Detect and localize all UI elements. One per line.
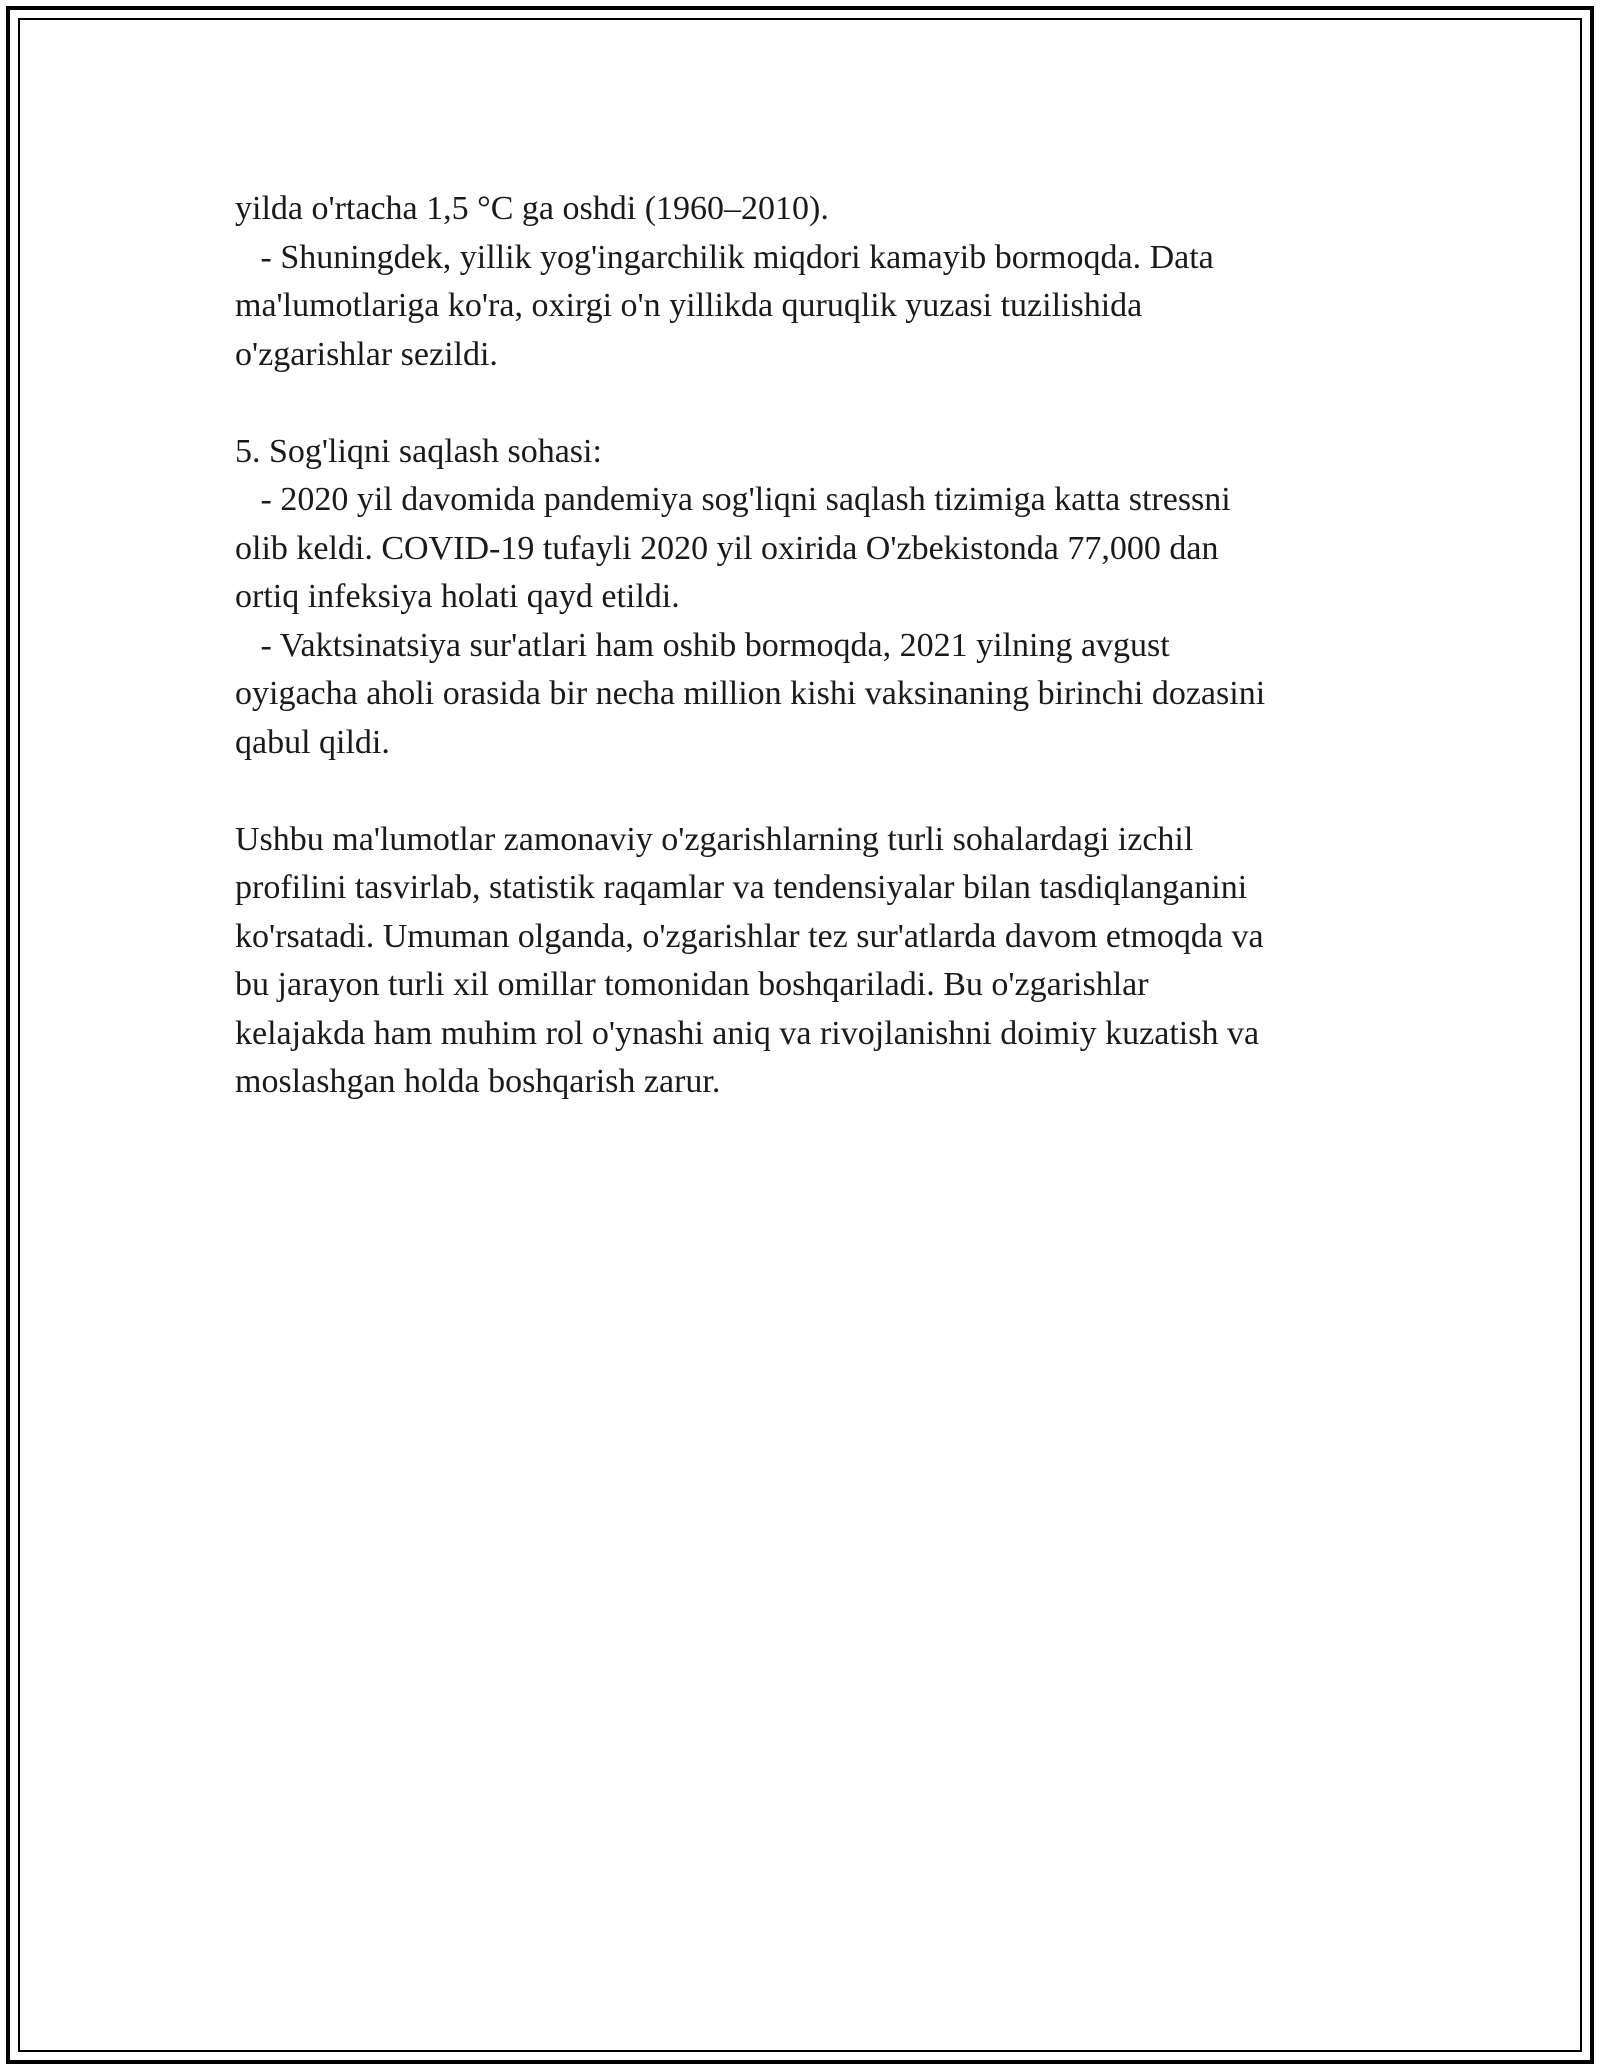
text-line: kelajakda ham muhim rol o'ynashi aniq va rivojlanishni doimiy kuzatish va [235, 1014, 1260, 1052]
paragraph-gap [235, 379, 1370, 428]
text-line: qabul qildi. [235, 723, 390, 761]
text-line: - Vaktsinatsiya sur'atlari ham oshib bormoqda, 2021 yilning avgust [235, 626, 1170, 664]
text-line: - 2020 yil davomida pandemiya sog'liqni saqlash tizimiga katta stressni [235, 481, 1231, 518]
text-line: olib keldi. COVID-19 tufayli 2020 yil oxirida O'zbekistonda 77,000 dan [235, 529, 1219, 567]
text-line: ortiq infeksiya holati qayd etildi. [235, 578, 680, 615]
text-line: bu jarayon turli xil omillar tomonidan boshqariladi. Bu o'zgarishlar [235, 966, 1149, 1003]
conclusion-paragraph [235, 816, 1370, 1107]
text-line: o'zgarishlar sezildi. [235, 335, 498, 373]
section-heading: 5. Sog'liqni saqlash sohasi: [235, 432, 602, 470]
text-line: ma'lumotlariga ko'ra, oxirgi o'n yillikda quruqlik yuzasi tuzilishida [235, 287, 1143, 324]
text-line: profilini tasvirlab, statistik raqamlar va tendensiyalar bilan tasdiqlanganini [235, 869, 1248, 906]
health-section [235, 428, 1370, 768]
text-line: ko'rsatadi. Umuman olganda, o'zgarishlar tez sur'atlarda davom etmoqda va [235, 917, 1264, 955]
text-line: Ushbu ma'lumotlar zamonaviy o'zgarishlarning turli sohalardagi izchil [235, 820, 1194, 858]
text-line: moslashgan holda boshqarish zarur. [235, 1063, 721, 1100]
climate-section-continuation [235, 185, 1370, 379]
paragraph-gap [235, 767, 1370, 816]
text-line: - Shuningdek, yillik yog'ingarchilik miqdori kamayib bormoqda. Data [235, 238, 1214, 276]
document-body [235, 185, 1370, 1107]
text-line: yilda o'rtacha 1,5 °C ga oshdi (1960–2010). [235, 190, 829, 227]
text-line: oyigacha aholi orasida bir necha million kishi vaksinaning birinchi dozasini [235, 675, 1266, 712]
